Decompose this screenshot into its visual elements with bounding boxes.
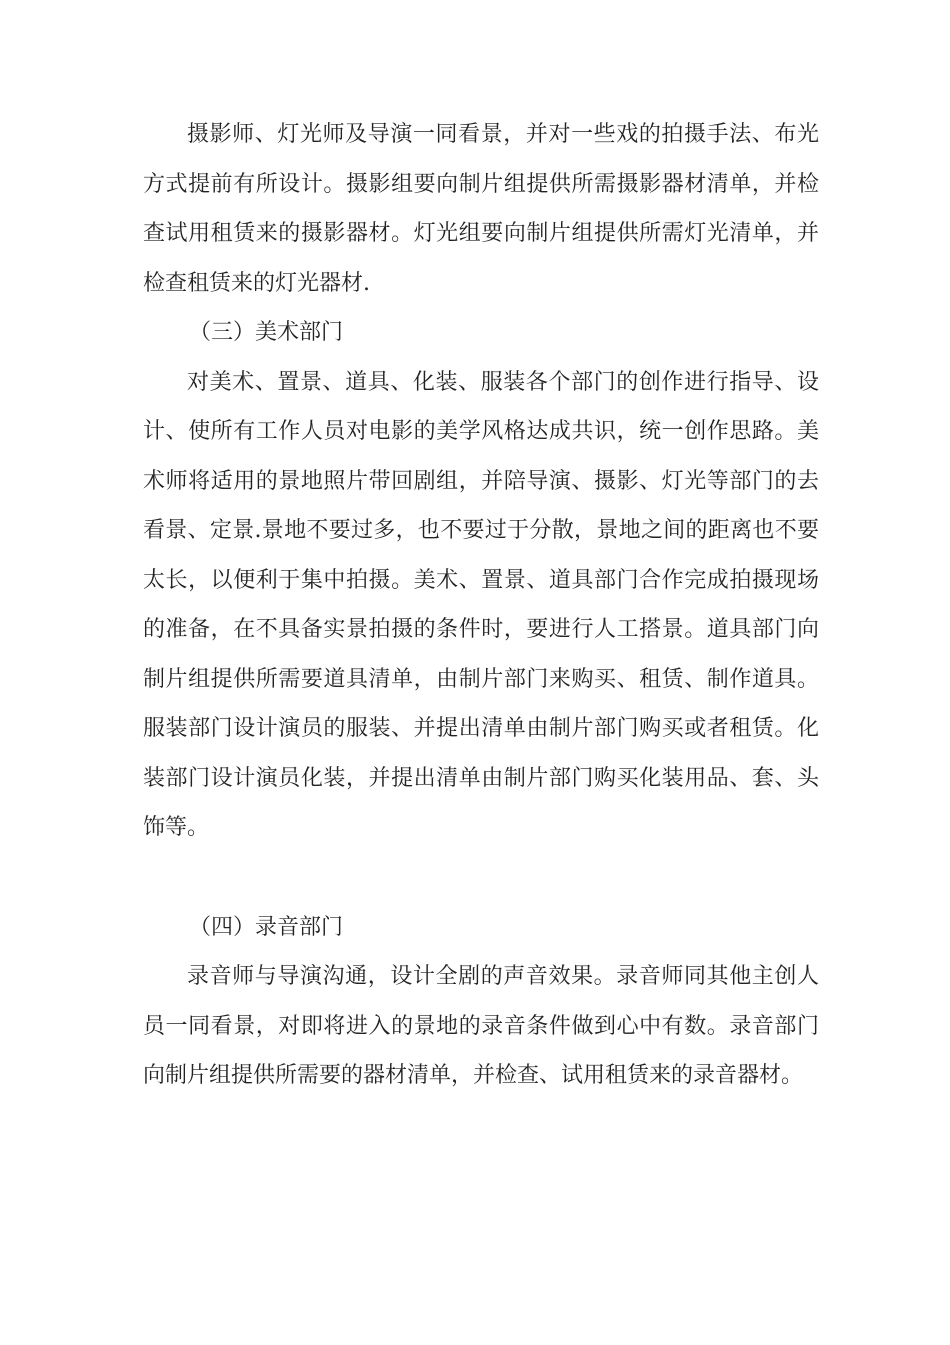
paragraph-art-department: 对美术、置景、道具、化装、服装各个部门的创作进行指导、设计、使所有工作人员对电影的美学风格达成共识，统一创作思路。美术师将适用的景地照片带回剧组，并陪导演、摄影、灯光等部门的去看景、定景.景地不要过多，也不要过于分散，景地之间的距离也不要太长，以便利于集中拍摄。美术、置景、道具部门合作完成拍摄现场的准备，在不具备实景拍摄的条件时，要进行人工搭景。道具部门向制片组提供所需要道具清单，由制片部门来购买、租赁、制作道具。服装部门设计演员的服装、并提出清单由制片部门购买或者租赁。化装部门设计演员化装，并提出清单由制片部门购买化装用品、套、头饰等。: [143, 369, 819, 840]
document-body: [143, 110, 819, 1101]
section-spacer: [143, 853, 819, 903]
section-heading-sound: （四）录音部门: [189, 914, 344, 940]
paragraph-camera-lighting: 摄影师、灯光师及导演一同看景，并对一些戏的拍摄手法、布光方式提前有所设计。摄影组要向制片组提供所需摄影器材清单，并检查试用租赁来的摄影器材。灯光组要向制片组提供所需灯光清单，并检查租赁来的灯光器材.: [143, 122, 819, 296]
section-heading-art: （三）美术部门: [189, 320, 344, 345]
paragraph-sound-department: 录音师与导演沟通，设计全剧的声音效果。录音师同其他主创人员一同看景，对即将进入的景地的录音条件做到心中有数。录音部门向制片组提供所需要的器材清单，并检查、试用租赁来的录音器材。: [143, 964, 819, 1088]
